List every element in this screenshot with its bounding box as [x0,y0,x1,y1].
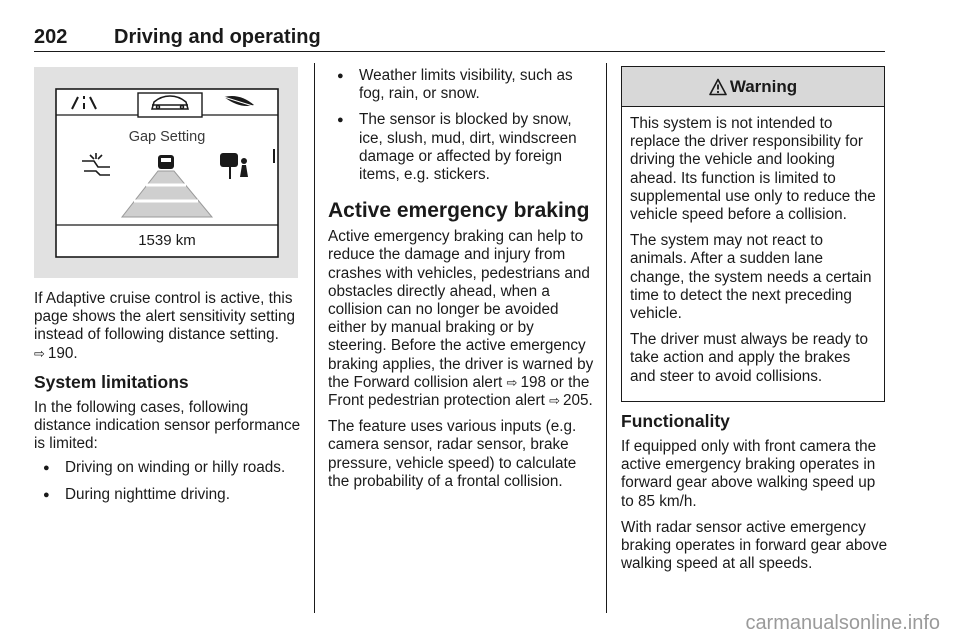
warning-icon [709,78,727,96]
header-rule [34,51,885,52]
list-item: ● During nighttime driving. [34,486,304,504]
display-label: Gap Setting [128,129,206,145]
section-title: Driving and operating [114,26,321,48]
watermark: carmanualsonline.info [745,612,940,634]
limitations-list-continued [328,67,596,184]
intro-paragraph: If Adaptive cruise control is active, this page shows the alert sensitivity setting instead of following distance setting. ⇨ 190. [34,290,304,363]
warning-title: Warning [729,76,798,96]
heading-system-limitations: System limitations [34,371,189,392]
heading-active-emergency-braking: Active emergency braking [328,199,590,223]
functionality-paragraph: If equipped only with front camera the active emergency braking operates in forward gear above walking speed up to 85 km/h. [621,438,877,510]
limitations-list [34,459,304,503]
left-column [34,290,304,512]
warning-paragraph: This system is not intended to replace the driver responsibility for driving the vehicle and looking ahead. Its function is limited to supplemental use only to reduce the vehicle speed before a collision. [630,115,876,224]
aeb-inputs-paragraph: The feature uses various inputs (e.g. camera sensor, radar sensor, brake pressure, vehicle speed) to calculate the probability of a frontal collision. [328,418,577,490]
vehicle-ahead-icon [158,155,174,169]
right-column [621,410,891,581]
radar-paragraph: With radar sensor active emergency braking operates in forward gear above walking speed at all speeds. [621,518,888,573]
column-divider-2 [606,63,607,613]
odometer-readout: 1539 km [138,232,196,249]
column-divider-1 [314,63,315,613]
page-number: 202 [34,26,68,48]
warning-paragraph: The driver must always be ready to take action and apply the brakes and steer to avoid collisions. [630,331,869,385]
warning-paragraph: The system may not react to animals. After a sudden lane change, the system needs a certain time to detect the next preceding vehicle. [630,232,872,323]
warning-body [622,107,884,386]
list-item: ● Weather limits visibility, such as fog, rain, or snow. [328,67,596,103]
instrument-display-figure [34,67,298,278]
heading-functionality: Functionality [621,411,730,431]
page-header [34,26,321,49]
list-item: ● The sensor is blocked by snow, ice, slush, mud, dirt, windscreen damage or affected by foreign items, e.g. stickers. [328,111,596,184]
display-illustration [34,67,298,278]
page-reference[interactable]: ⇨ 205. [549,392,593,409]
list-item: ● Driving on winding or hilly roads. [34,459,304,477]
limitations-paragraph: In the following cases, following distance indication sensor performance is limited: [34,398,301,453]
page-reference[interactable]: ⇨ 198 [507,374,546,391]
page-reference[interactable]: ⇨ 190. [34,345,78,362]
warning-header [622,67,884,107]
warning-box [621,66,885,402]
aeb-description: Active emergency braking can help to reduce the damage and injury from crashes with vehicles, pedestrians and obstacles directly ahead, when a collision can no longer be avoided either by manual braking or by steering. Before the active emergency braking applies, the driver is warned by the Forward collision alert ⇨ 198 or the Front pedestrian protection alert ⇨ 205. [328,228,596,410]
middle-column [328,67,596,499]
